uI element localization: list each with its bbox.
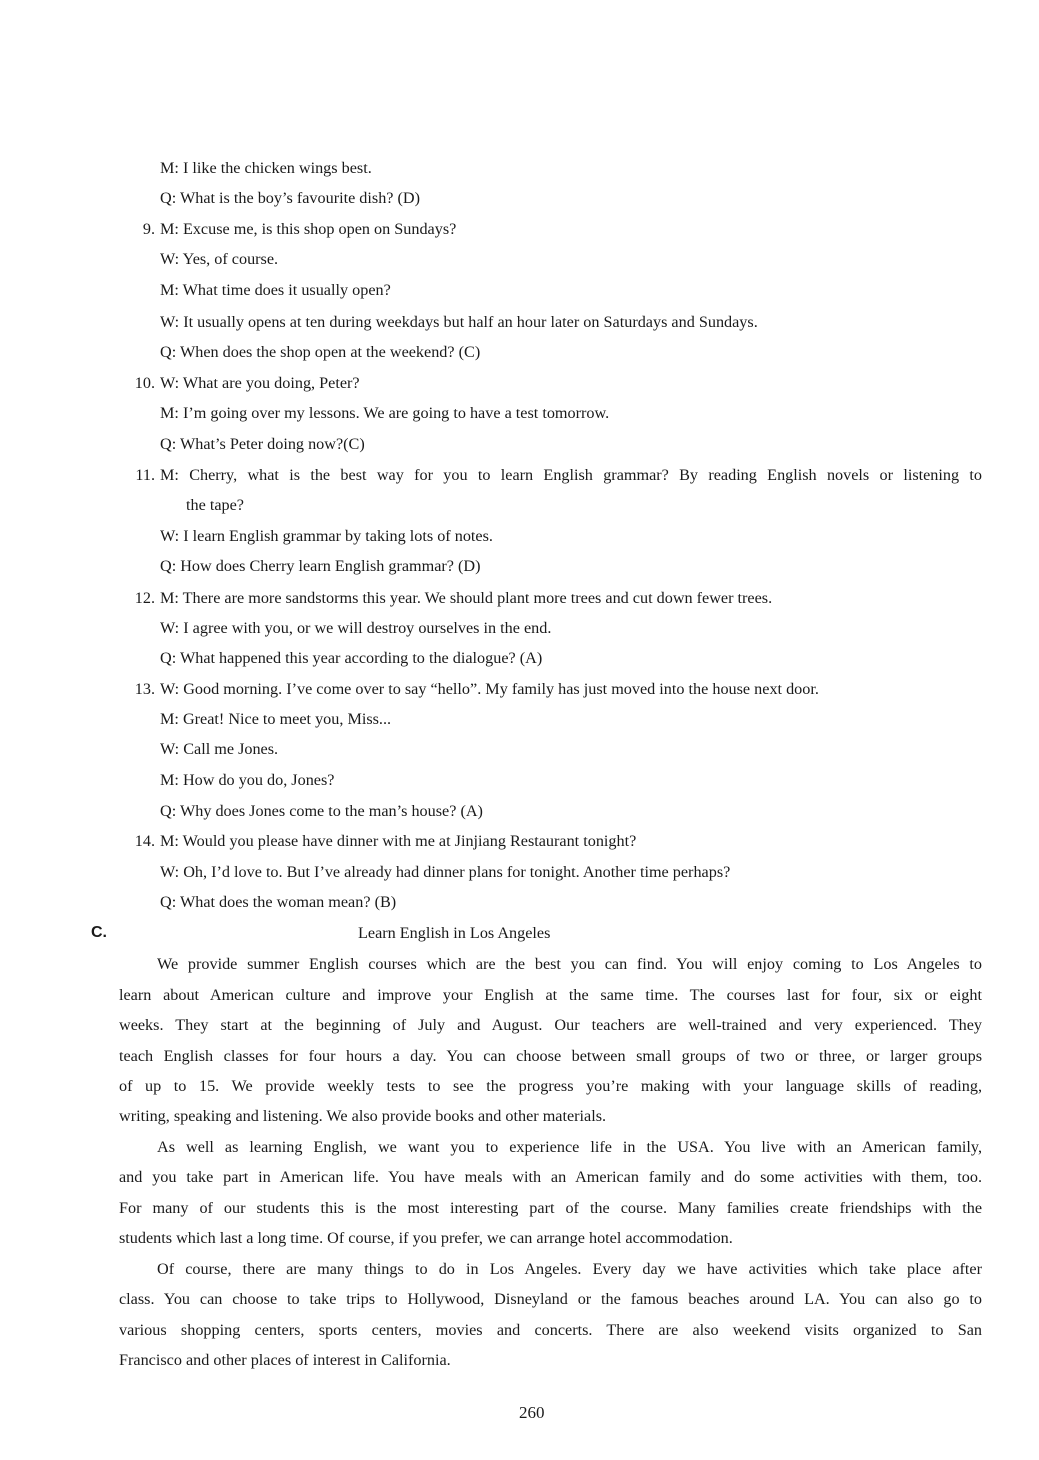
dialogue-line: Q: How does Cherry learn English grammar? (D) xyxy=(160,557,481,575)
dialogue-line: M: Great! Nice to meet you, Miss... xyxy=(160,710,392,728)
paragraph-line: various shopping centers, sports centers, movies and concerts. There are also weekend visits organized to San xyxy=(119,1321,982,1339)
dialogue-line: M: There are more sandstorms this year. We should plant more trees and cut down fewer trees. xyxy=(160,589,773,607)
paragraph-line: of up to 15. We provide weekly tests to see the progress you’re making with your language skills of reading, xyxy=(119,1077,982,1095)
dialogue-line: Q: What’s Peter doing now?(C) xyxy=(160,435,365,453)
dialogue-line: W: It usually opens at ten during weekdays but half an hour later on Saturdays and Sundays. xyxy=(160,313,758,331)
dialogue-line: W: Good morning. I’ve come over to say “hello”. My family has just moved into the house next door. xyxy=(160,680,819,698)
dialogue-line: Q: What does the woman mean? (B) xyxy=(160,893,397,911)
dialogue-line: Q: What happened this year according to the dialogue? (A) xyxy=(160,649,543,667)
paragraph-line: learn about American culture and improve your English at the same time. The courses last for four, six or eight xyxy=(119,986,982,1004)
item-number: 10. xyxy=(134,374,155,392)
item-number: 14. xyxy=(134,832,155,850)
section-label: C. xyxy=(91,924,107,941)
dialogue-line: W: Oh, I’d love to. But I’ve already had dinner plans for tonight. Another time perhaps? xyxy=(160,863,731,881)
dialogue-line: Q: What is the boy’s favourite dish? (D) xyxy=(160,189,420,207)
item-number: 13. xyxy=(134,680,155,698)
dialogue-line: W: I learn English grammar by taking lots of notes. xyxy=(160,527,493,545)
dialogue-line: M: Would you please have dinner with me at Jinjiang Restaurant tonight? xyxy=(160,832,637,850)
paragraph-line: class. You can choose to take trips to Hollywood, Disneyland or the famous beaches around LA. You can also go to xyxy=(119,1290,982,1308)
dialogue-line: W: What are you doing, Peter? xyxy=(160,374,360,392)
dialogue-line: M: Excuse me, is this shop open on Sundays? xyxy=(160,220,457,238)
dialogue-line: Q: When does the shop open at the weekend? (C) xyxy=(160,343,481,361)
dialogue-line: W: I agree with you, or we will destroy ourselves in the end. xyxy=(160,619,552,637)
dialogue-line: M: Cherry, what is the best way for you to learn English grammar? By reading English novels or listening to xyxy=(160,466,982,484)
section-title: Learn English in Los Angeles xyxy=(358,924,551,942)
dialogue-line: the tape? xyxy=(186,496,244,514)
item-number: 12. xyxy=(134,589,155,607)
item-number: 11. xyxy=(135,466,155,484)
dialogue-line: M: I like the chicken wings best. xyxy=(160,159,372,177)
paragraph-line: For many of our students this is the most interesting part of the course. Many families create friendships with the xyxy=(119,1199,982,1217)
paragraph-line: Francisco and other places of interest in California. xyxy=(119,1351,451,1369)
paragraph-line: Of course, there are many things to do in Los Angeles. Every day we have activities which take place after xyxy=(157,1260,982,1278)
dialogue-line: M: What time does it usually open? xyxy=(160,281,391,299)
paragraph-line: teach English classes for four hours a day. You can choose between small groups of two or three, or larger groups xyxy=(119,1047,982,1065)
paragraph-line: and you take part in American life. You have meals with an American family and do some activities with them, too. xyxy=(119,1168,982,1186)
dialogue-line: M: How do you do, Jones? xyxy=(160,771,335,789)
dialogue-line: W: Call me Jones. xyxy=(160,740,279,758)
dialogue-line: W: Yes, of course. xyxy=(160,250,279,268)
paragraph-line: writing, speaking and listening. We also provide books and other materials. xyxy=(119,1107,607,1125)
dialogue-line: M: I’m going over my lessons. We are going to have a test tomorrow. xyxy=(160,404,610,422)
paragraph-line: weeks. They start at the beginning of July and August. Our teachers are well-trained and very experienced. They xyxy=(119,1016,982,1034)
item-number: 9. xyxy=(142,220,155,238)
dialogue-line: Q: Why does Jones come to the man’s house? (A) xyxy=(160,802,483,820)
paragraph-line: We provide summer English courses which are the best you can find. You will enjoy coming to Los Angeles to xyxy=(157,955,982,973)
paragraph-line: students which last a long time. Of course, if you prefer, we can arrange hotel accommodation. xyxy=(119,1229,733,1247)
paragraph-line: As well as learning English, we want you to experience life in the USA. You live with an American family, xyxy=(157,1138,982,1156)
page-number: 260 xyxy=(519,1403,545,1422)
